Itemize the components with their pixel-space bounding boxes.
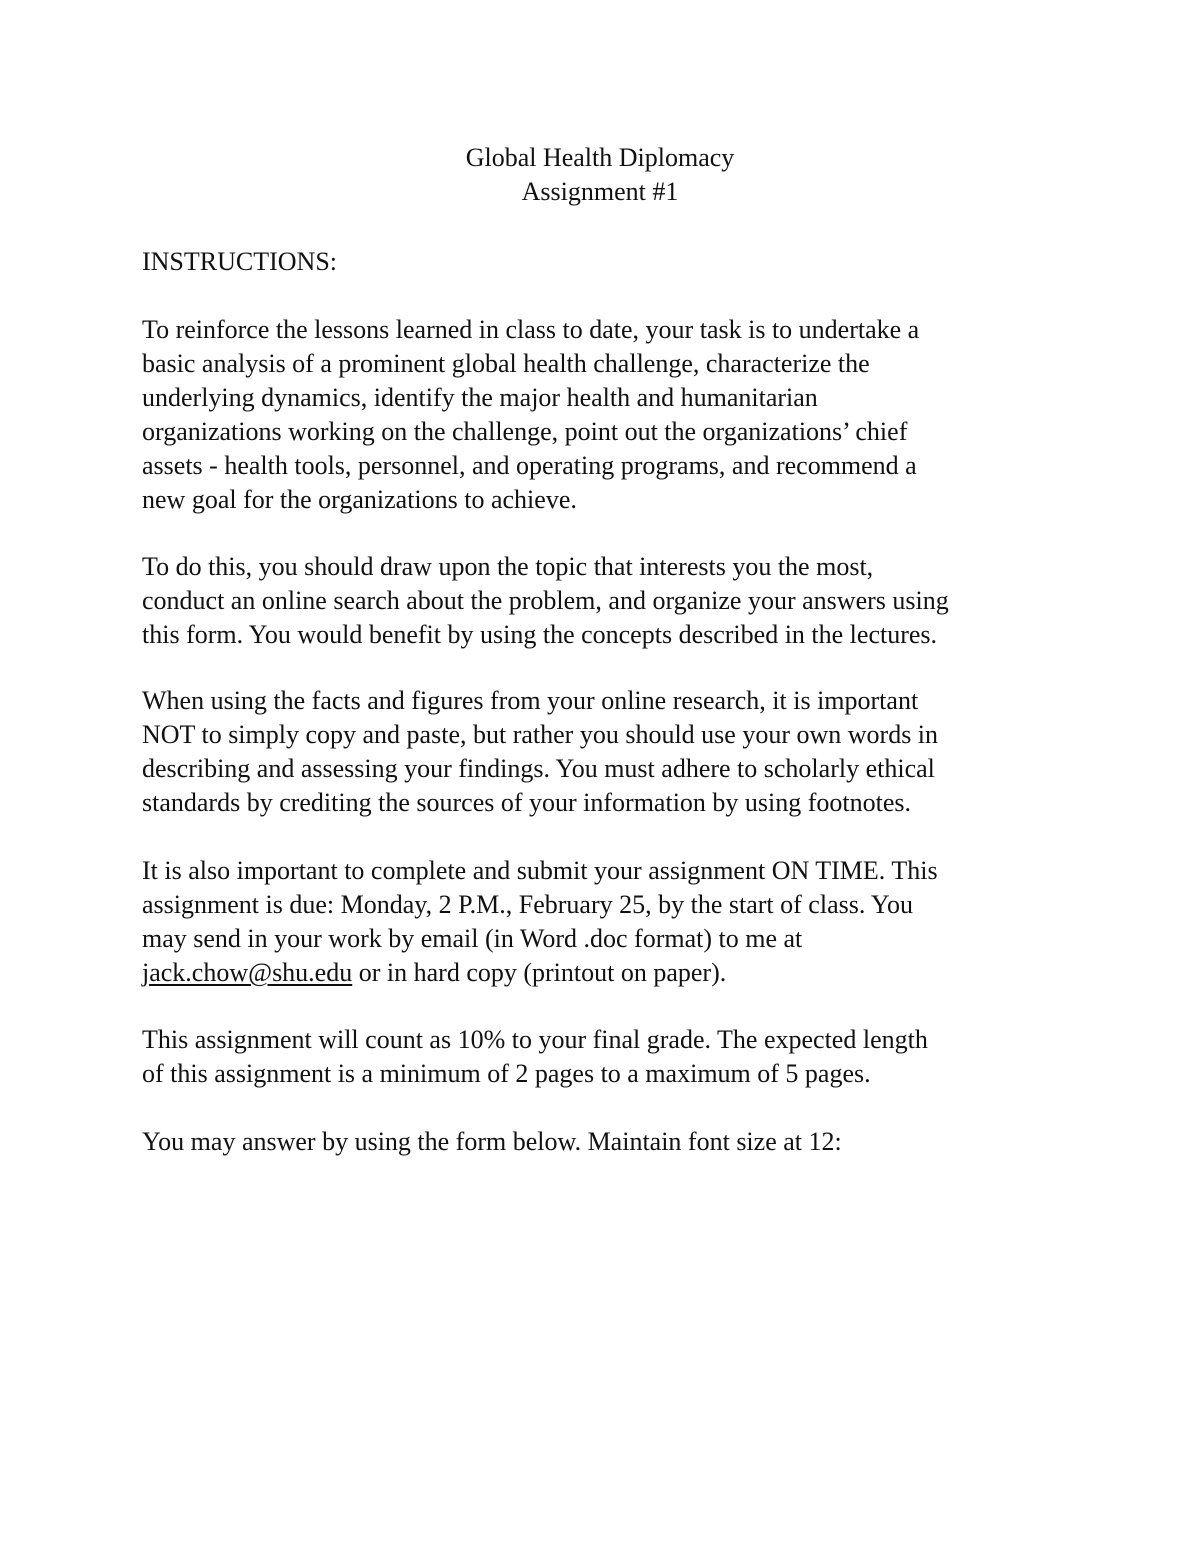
paragraph-line: underlying dynamics, identify the major health and humanitarian: [142, 383, 818, 412]
paragraph-line: basic analysis of a prominent global health challenge, characterize the: [142, 349, 870, 378]
paragraph-format: [142, 1125, 842, 1159]
paragraph-line: To reinforce the lessons learned in class to date, your task is to undertake a: [142, 315, 920, 344]
paragraph-line: This assignment will count as 10% to your final grade. The expected length: [142, 1025, 928, 1054]
instructions-heading: INSTRUCTIONS:: [142, 247, 338, 276]
paragraph-line: organizations working on the challenge, point out the organizations’ chief: [142, 417, 908, 446]
paragraph-approach: [142, 550, 949, 652]
title-block: [0, 141, 1200, 209]
paragraph-line: conduct an online search about the problem, and organize your answers using: [142, 586, 949, 615]
document-title: Global Health Diplomacy: [465, 143, 735, 172]
paragraph-task: [142, 313, 919, 517]
paragraph-line: You may answer by using the form below. Maintain font size at 12:: [142, 1127, 842, 1156]
paragraph-line: new goal for the organizations to achieve.: [142, 485, 577, 514]
paragraph-ethics: [142, 684, 938, 820]
document-subtitle: Assignment #1: [521, 177, 679, 206]
paragraph-deadline: [142, 854, 938, 990]
paragraph-line: It is also important to complete and submit your assignment ON TIME. This: [142, 856, 938, 885]
email-line: [142, 956, 938, 990]
paragraph-line: this form. You would benefit by using the concepts described in the lectures.: [142, 620, 938, 649]
paragraph-line: describing and assessing your findings. You must adhere to scholarly ethical: [142, 754, 935, 783]
paragraph-line: NOT to simply copy and paste, but rather you should use your own words in: [142, 720, 939, 749]
email-line-suffix: or in hard copy (printout on paper).: [352, 958, 727, 987]
paragraph-line: assets - health tools, personnel, and operating programs, and recommend a: [142, 451, 917, 480]
paragraph-line: assignment is due: Monday, 2 P.M., February 25, by the start of class. You: [142, 890, 914, 919]
paragraph-line: When using the facts and figures from your online research, it is important: [142, 686, 919, 715]
paragraph-grading: [142, 1023, 928, 1091]
paragraph-line: standards by crediting the sources of your information by using footnotes.: [142, 788, 912, 817]
paragraph-line: may send in your work by email (in Word .doc format) to me at: [142, 924, 803, 953]
paragraph-line: To do this, you should draw upon the topic that interests you the most,: [142, 552, 874, 581]
paragraph-line: of this assignment is a minimum of 2 pages to a maximum of 5 pages.: [142, 1059, 871, 1088]
email-link[interactable]: jack.chow@shu.edu: [142, 958, 353, 987]
